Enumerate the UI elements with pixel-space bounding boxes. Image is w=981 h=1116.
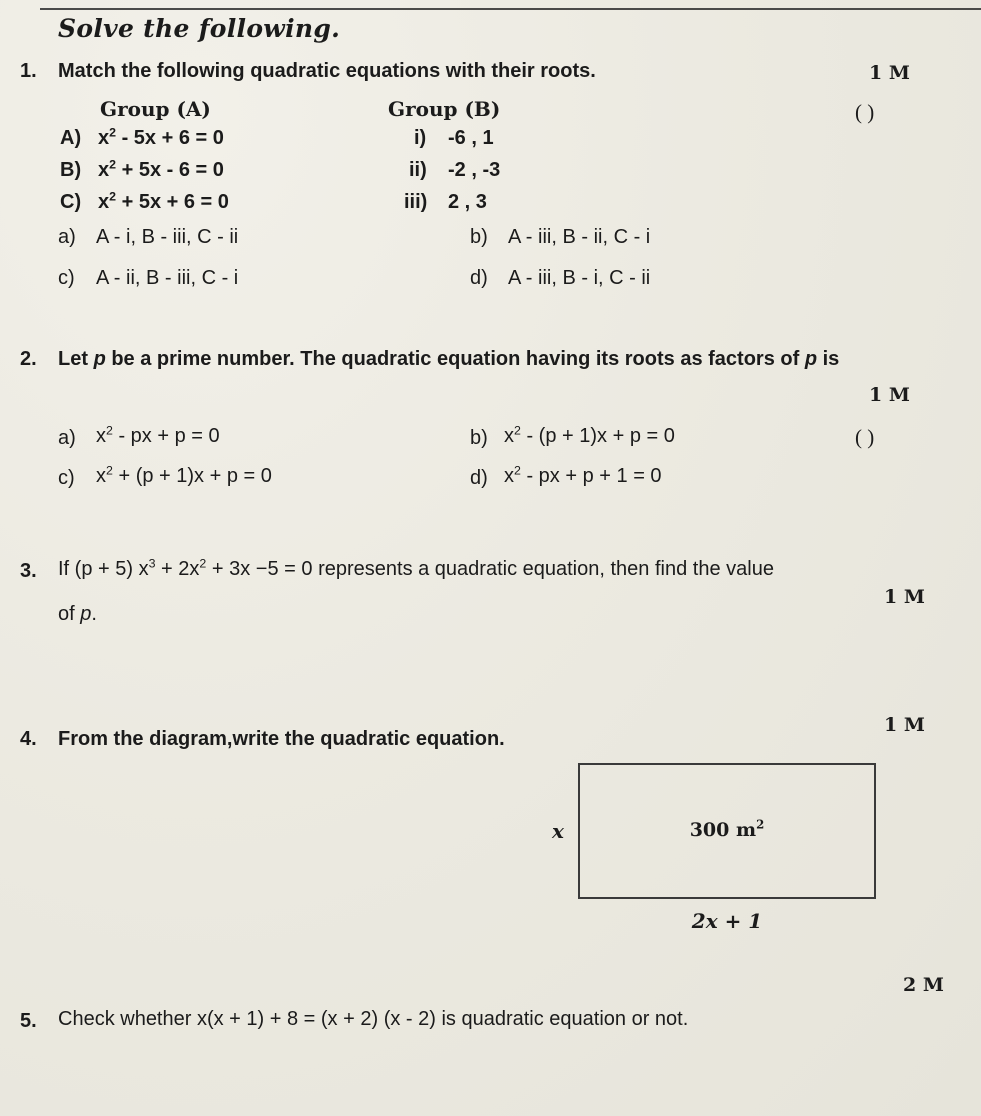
group-a-heading: Group (A) [100,97,211,121]
group-b-item-2-roots: 2 , 3 [448,191,487,213]
question-5-marks: 2 M [903,974,944,996]
group-a-item-0-label: A) [60,127,82,149]
group-a-item-2-equation: $x^2 + 5x + 6 = 0$ [98,189,229,213]
group-a-item-1-label: B) [60,159,82,181]
question-1-answer-bracket: ( ) [855,100,875,124]
rectangle-left-side-label: x [552,819,564,843]
rectangle-diagram [552,763,878,933]
question-2-text: Let p be a prime number. The quadratic equation having its roots as factors of p is [58,348,840,370]
question-3-text-line-1: If (p + 5) $x^3 + 2x^2 + 3x -5 = 0$ represents a quadratic equation, then find the value [58,556,774,580]
question-1-marks: 1 M [869,62,910,84]
question-5-text: Check whether x(x + 1) + 8 = (x + 2) (x - 2) is quadratic equation or not. [58,1008,689,1030]
page-title: Solve the following. [58,14,341,43]
group-a-item-1-equation: $x^2 + 5x - 6 = 0$ [98,157,224,181]
question-5-number: 5. [20,1010,37,1032]
question-2-option-a-label[interactable]: a) [58,427,76,449]
question-2-number: 2. [20,348,37,370]
question-4-text: From the diagram,write the quadratic equation. [58,728,505,750]
question-3-marks: 1 M [884,586,925,608]
question-3-number: 3. [20,560,37,582]
question-4-marks: 1 M [884,714,925,736]
group-b-item-2-label: iii) [404,191,428,213]
group-b-item-1-roots: -2 , -3 [448,159,501,181]
group-b-item-1-label: ii) [409,159,427,181]
question-1-option-b-label[interactable]: b) [470,226,488,248]
question-2-option-c-equation[interactable]: $x^2 + (p + 1)x + p = 0$ [96,463,272,487]
rectangle-bottom-side-label: 2x + 1 [691,909,763,933]
question-2-option-b-label[interactable]: b) [470,427,488,449]
question-2-option-d-equation[interactable]: $x^2$ - px + p + 1 = 0 [504,463,662,487]
question-2-marks: 1 M [869,384,910,406]
question-4-number: 4. [20,728,37,750]
group-a-item-0-equation: $x^2 - 5x + 6 = 0$ [98,125,224,149]
group-b-item-0-roots: -6 , 1 [448,127,494,149]
question-2-option-a-equation[interactable]: $x^2$ - px + p = 0 [96,423,220,447]
question-1-number: 1. [20,60,37,82]
question-2-option-c-label[interactable]: c) [58,467,75,489]
question-1-option-b-text[interactable]: A - iii, B - ii, C - i [508,226,651,248]
group-b-heading: Group (B) [388,97,501,121]
rectangle-area-label: 300 $m^2$ [689,817,765,841]
question-1-text: Match the following quadratic equations with their roots. [58,60,596,82]
group-a-item-2-label: C) [60,191,82,213]
question-3-text-line-2: of p. [58,603,97,625]
question-2-option-b-equation[interactable]: $x^2 - (p + 1)x + p = 0$ [504,423,675,447]
question-1-option-a-label[interactable]: a) [58,226,76,248]
question-2-option-d-label[interactable]: d) [470,467,488,489]
question-1-option-c-text[interactable]: A - ii, B - iii, C - i [96,267,239,289]
question-1-option-a-text[interactable]: A - i, B - iii, C - ii [96,226,239,248]
question-1-option-d-text[interactable]: A - iii, B - i, C - ii [508,267,651,289]
question-2-answer-bracket: ( ) [855,425,875,449]
question-1-option-c-label[interactable]: c) [58,267,75,289]
group-b-item-0-label: i) [414,127,427,149]
question-1-option-d-label[interactable]: d) [470,267,488,289]
